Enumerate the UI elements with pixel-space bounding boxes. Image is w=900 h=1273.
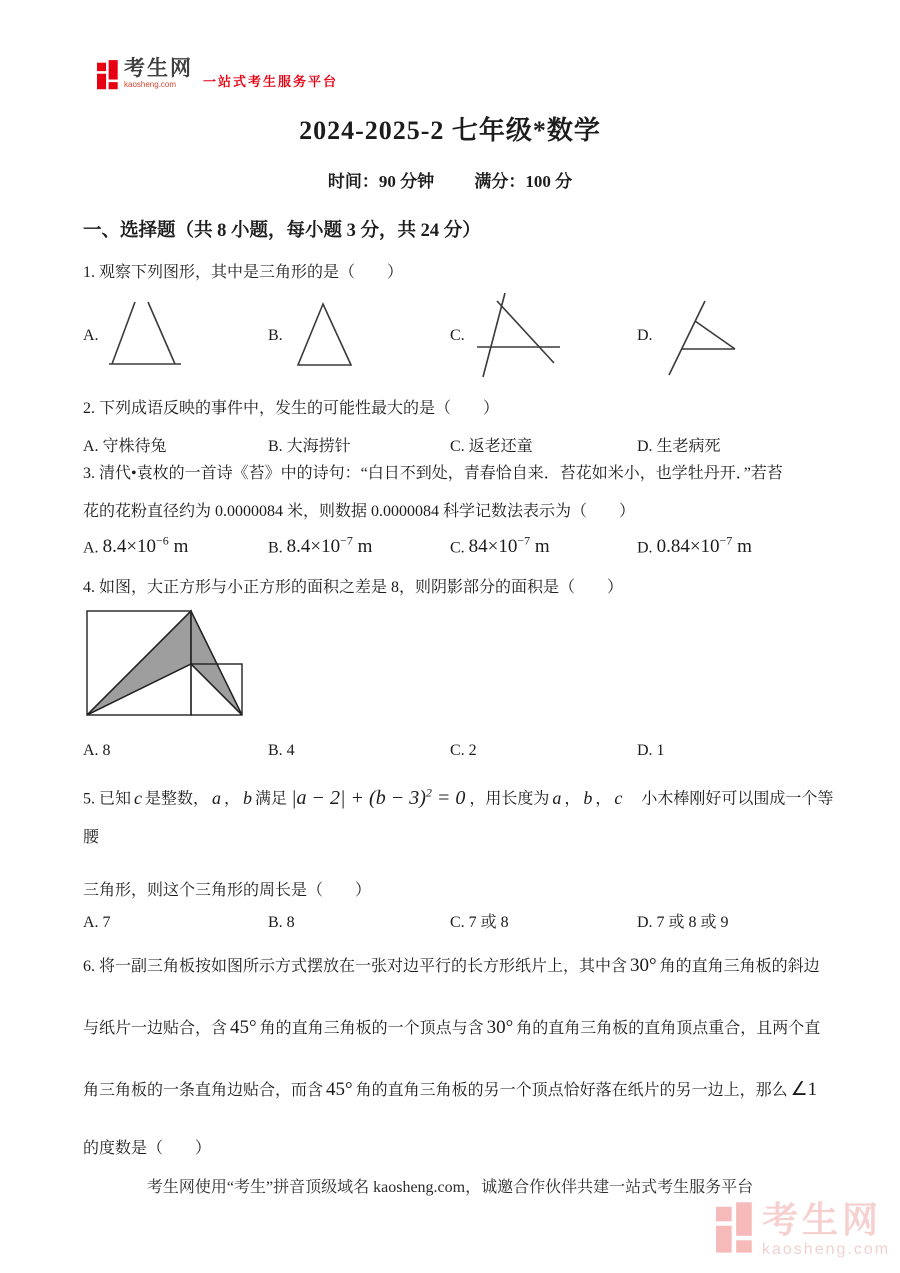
q5-comma2: ， xyxy=(564,790,581,808)
q5-var-c: c xyxy=(134,787,143,808)
q3-option-c-value xyxy=(469,536,550,557)
q5-equation-exponent: 2 xyxy=(425,785,432,800)
q3-option-c-label: C. xyxy=(450,539,465,557)
q3-b-base: 8.4×10 xyxy=(286,536,341,558)
q3-c-exponent: −7 xyxy=(517,534,531,548)
q1-option-a xyxy=(83,296,268,376)
q1-option-b xyxy=(268,297,450,375)
q5-var-a: a xyxy=(212,787,222,808)
question-3-text-line2: 花的花粉直径约为 0.0000084 米，则数据 0.0000084 科学记数法表示为（ ） xyxy=(83,503,636,520)
question-6-text-line3 xyxy=(83,1079,837,1102)
q5-seg2: 是整数， xyxy=(145,790,210,808)
q3-a-exponent: −6 xyxy=(156,534,169,548)
q1-option-b-label: B. xyxy=(268,327,283,344)
q3-option-b-value xyxy=(287,536,373,557)
q3-a-unit: m xyxy=(173,536,189,558)
q6-l3-seg1: 角三角板的一条直角边贴合，而含 xyxy=(83,1081,324,1099)
question-2-options xyxy=(83,436,837,458)
kaosheng-watermark xyxy=(716,1199,891,1258)
question-6-text-line2 xyxy=(83,1017,837,1040)
q5-var-c2: c xyxy=(614,787,623,808)
q2-option-b: B. 大海捞针 xyxy=(268,438,351,455)
question-4-figure xyxy=(83,607,837,725)
logo-domain: kaosheng.com xyxy=(124,80,177,89)
q4-option-a: A. 8 xyxy=(83,742,111,760)
q6-l1-seg2: 角的直角三角板的斜边 xyxy=(659,957,820,975)
logo-tagline: 一站式考生服务平台 xyxy=(203,74,339,89)
q2-option-a: A. 守株待兔 xyxy=(83,438,167,455)
q1-figure-b-closed-triangle xyxy=(289,297,364,375)
question-6-text-line1 xyxy=(83,955,837,978)
q6-l2-angle30: 30° xyxy=(486,1016,514,1038)
q3-d-unit: m xyxy=(737,536,752,558)
q5-seg1: 5. 已知 xyxy=(83,790,132,808)
q5-option-b: B. 8 xyxy=(268,913,295,931)
q1-option-c-label: C. xyxy=(450,327,465,344)
q5-comma3: ， xyxy=(595,790,612,808)
q3-option-b-label: B. xyxy=(268,539,283,557)
logo-brand: 考生网 xyxy=(124,57,193,80)
q6-l3-angle45: 45° xyxy=(326,1078,353,1100)
q3-b-unit: m xyxy=(357,536,373,558)
paper-title: 2024-2025-2 七年级*数学 xyxy=(299,116,601,145)
question-5-options xyxy=(83,912,837,934)
q4-option-c: C. 2 xyxy=(450,742,477,760)
q5-var-a2: a xyxy=(552,787,562,808)
q5-comma1: ， xyxy=(224,790,241,808)
kaosheng-logo xyxy=(97,58,338,92)
q5-seg4: ，用长度为 xyxy=(469,790,550,808)
q5-seg5: 小木棒刚好可以围成一个等腰 xyxy=(83,790,834,846)
q6-l1-angle30: 30° xyxy=(630,954,657,976)
section-heading: 一、选择题（共 8 小题，每小题 3 分，共 24 分） xyxy=(83,221,481,241)
q2-option-c: C. 返老还童 xyxy=(450,438,533,455)
watermark-brand: 考生网 xyxy=(762,1199,883,1240)
q3-c-unit: m xyxy=(534,536,550,558)
q6-l2-angle45: 45° xyxy=(230,1016,257,1038)
q6-l1-seg1: 6. 将一副三角板按如图所示方式摆放在一张对边平行的长方形纸片上，其中含 xyxy=(83,957,628,975)
question-3-text-line1: 3. 清代•袁枚的一首诗《苔》中的诗句：“白日不到处，青春恰自来．苔花如米小，也学牡丹开．”若苔 xyxy=(83,465,783,482)
footer-text: 考生网使用“考生”拼音顶级域名 kaosheng.com，诚邀合作伙伴共建一站式考生服务平台 xyxy=(146,1179,754,1196)
watermark-text xyxy=(762,1199,891,1258)
q3-option-a-value xyxy=(103,536,189,557)
q2-option-d: D. 生老病死 xyxy=(637,438,721,455)
q3-option-c xyxy=(450,530,637,559)
q1-figure-a-open-triangle xyxy=(105,296,200,376)
q3-option-a xyxy=(83,530,268,559)
q1-figure-d-extended-side-triangle xyxy=(659,291,741,381)
question-3-options xyxy=(83,530,837,559)
time-limit: 时间：90 分钟 xyxy=(327,172,435,191)
q5-var-b2: b xyxy=(583,787,593,808)
q5-equation xyxy=(287,787,469,809)
q3-b-exponent: −7 xyxy=(340,534,353,548)
question-5-text-line2: 三角形，则这个三角形的周长是（ ） xyxy=(83,881,372,899)
question-1-text: 1. 观察下列图形，其中是三角形的是（ ） xyxy=(83,264,404,281)
question-4-options xyxy=(83,740,837,762)
q1-figure-c-crossing-lines xyxy=(471,289,566,384)
watermark-domain: kaosheng.com xyxy=(762,1241,891,1258)
q3-option-d xyxy=(637,530,837,559)
q5-equation-tail: = 0 xyxy=(436,786,466,809)
q5-option-a: A. 7 xyxy=(83,913,111,931)
question-2-text: 2. 下列成语反映的事件中，发生的可能性最大的是（ ） xyxy=(83,400,500,417)
q6-l3-seg2: 角的直角三角板的另一个顶点恰好落在纸片的另一边上，那么 xyxy=(355,1081,788,1099)
q5-option-c: C. 7 或 8 xyxy=(450,913,509,931)
question-6-text-line4: 的度数是（ ） xyxy=(83,1139,212,1157)
q5-var-b: b xyxy=(243,787,253,808)
question-5-text-line1 xyxy=(83,773,837,857)
kaosheng-logo-icon xyxy=(97,58,119,92)
q3-c-base: 84×10 xyxy=(468,536,518,558)
q3-a-base: 8.4×10 xyxy=(102,536,157,558)
q3-d-base: 0.84×10 xyxy=(656,536,720,558)
question-4-text: 4. 如图，大正方形与小正方形的面积之差是 8，则阴影部分的面积是（ ） xyxy=(83,579,624,597)
q3-option-d-value xyxy=(657,536,752,557)
q6-l2-seg3: 角的直角三角板的直角顶点重合，且两个直 xyxy=(516,1019,821,1037)
q6-l3-angle1: ∠1 xyxy=(790,1078,818,1100)
question-1-figures xyxy=(83,288,837,384)
q1-option-d xyxy=(637,291,837,381)
q6-l2-seg2: 角的直角三角板的一个顶点与含 xyxy=(259,1019,484,1037)
full-score: 满分：100 分 xyxy=(474,172,573,191)
kaosheng-watermark-icon xyxy=(716,1202,754,1254)
q5-equation-main: |a − 2| + (b − 3) xyxy=(291,786,426,809)
q1-option-d-label: D. xyxy=(637,327,653,344)
q4-option-d: D. 1 xyxy=(637,742,665,760)
q4-squares-shaded-figure xyxy=(83,607,253,725)
paper-meta xyxy=(0,167,900,192)
q3-option-d-label: D. xyxy=(637,539,653,557)
q5-option-d: D. 7 或 8 或 9 xyxy=(637,913,729,931)
q5-seg3: 满足 xyxy=(255,790,288,808)
q4-option-b: B. 4 xyxy=(268,742,295,760)
q3-option-a-label: A. xyxy=(83,539,99,557)
q1-option-a-label: A. xyxy=(83,327,99,344)
q3-option-b xyxy=(268,530,450,559)
paper-body xyxy=(83,218,837,1160)
q3-d-exponent: −7 xyxy=(719,534,733,548)
q6-l2-seg1: 与纸片一边贴合，含 xyxy=(83,1019,228,1037)
logo-text xyxy=(124,58,193,89)
q1-option-c xyxy=(450,289,637,384)
